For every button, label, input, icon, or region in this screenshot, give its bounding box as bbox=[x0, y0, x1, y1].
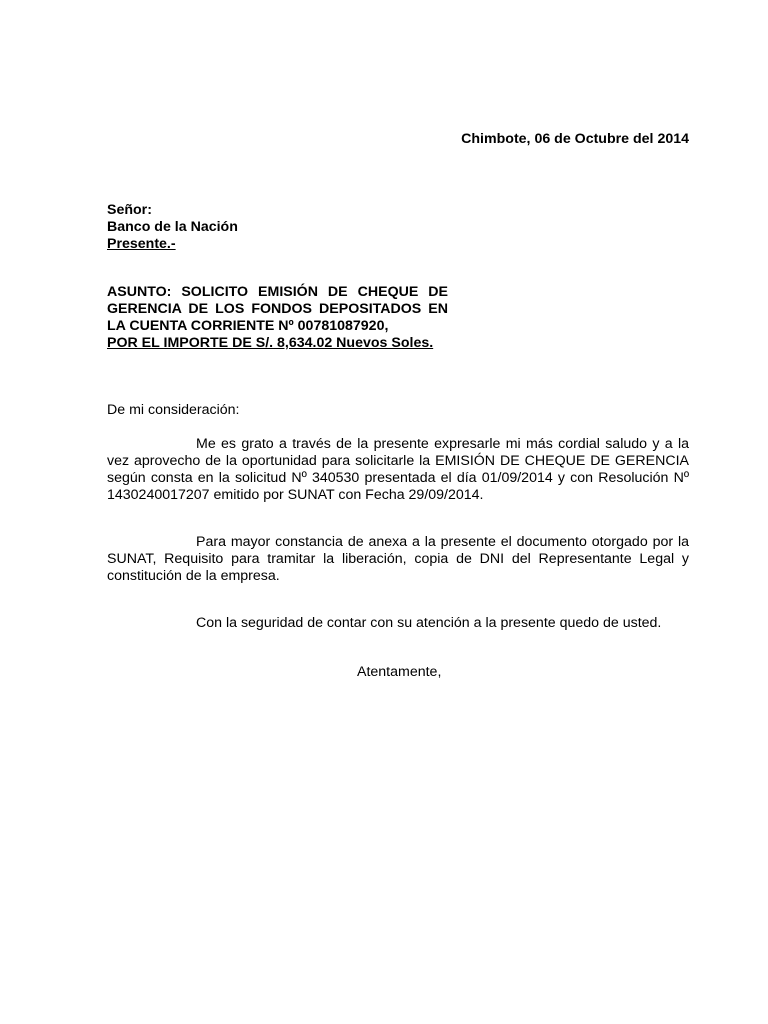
addressee-presente: Presente.- bbox=[107, 236, 176, 252]
letter-date: Chimbote, 06 de Octubre del 2014 bbox=[461, 131, 689, 147]
greeting: De mi consideración: bbox=[107, 402, 240, 418]
closing-line: Con la seguridad de contar con su atención a la presente quedo de usted. bbox=[196, 615, 662, 631]
body-paragraph-1: Me es grato a través de la presente expresarle mi más cordial saludo y a la vez aprovecho de la oportunidad para solicitarle la EMISIÓN DE CHEQUE DE GERENCIA según consta en la solicitud Nº 340530 presentada el día 01/09/2014 y con Resolución Nº 1430240017207 emitido por SUNAT con Fecha 29/09/2014. bbox=[107, 436, 689, 503]
subject-line-1: ASUNTO: SOLICITO EMISIÓN DE CHEQUE DE bbox=[107, 284, 448, 300]
subject-line-3: LA CUENTA CORRIENTE Nº 00781087920, bbox=[107, 318, 389, 334]
addressee-name: Banco de la Nación bbox=[107, 219, 238, 235]
sign-off: Atentamente, bbox=[357, 664, 442, 680]
subject-line-4: POR EL IMPORTE DE S/. 8,634.02 Nuevos Soles. bbox=[107, 335, 434, 351]
addressee-salutation: Señor: bbox=[107, 202, 152, 218]
subject-line-2: GERENCIA DE LOS FONDOS DEPOSITADOS EN bbox=[107, 301, 448, 317]
body-paragraph-2: Para mayor constancia de anexa a la presente el documento otorgado por la SUNAT, Requisito para tramitar la liberación, copia de DNI del Representante Legal y constitución de la empresa. bbox=[107, 534, 689, 584]
